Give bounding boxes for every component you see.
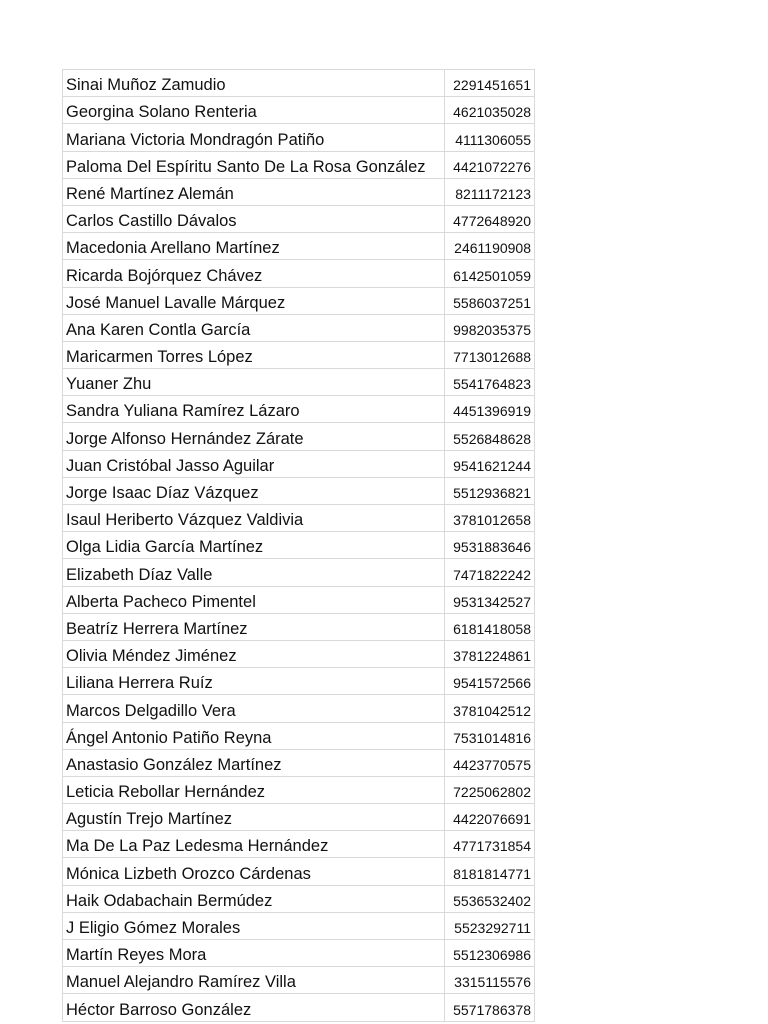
contact-phone-cell: 5512936821	[445, 477, 535, 504]
contact-phone-cell: 9982035375	[445, 314, 535, 341]
contact-phone-cell: 5586037251	[445, 287, 535, 314]
contact-phone-cell: 4621035028	[445, 97, 535, 124]
contact-name-cell: Ana Karen Contla García	[63, 314, 445, 341]
contact-phone-cell: 4451396919	[445, 396, 535, 423]
contact-phone-cell: 5536532402	[445, 885, 535, 912]
table-row	[63, 505, 535, 532]
contact-phone-cell: 4771731854	[445, 831, 535, 858]
table-row	[63, 940, 535, 967]
contact-name-cell: Mariana Victoria Mondragón Patiño	[63, 124, 445, 151]
table-row	[63, 695, 535, 722]
contact-name-cell: Georgina Solano Renteria	[63, 97, 445, 124]
contact-name-cell: René Martínez Alemán	[63, 178, 445, 205]
table-row	[63, 205, 535, 232]
contact-name-cell: Sinai Muñoz Zamudio	[63, 70, 445, 97]
table-row	[63, 831, 535, 858]
contact-phone-cell: 5523292711	[445, 912, 535, 939]
contact-name-cell: Liliana Herrera Ruíz	[63, 668, 445, 695]
table-row	[63, 559, 535, 586]
contact-name-cell: Olivia Méndez Jiménez	[63, 640, 445, 667]
contact-name-cell: Alberta Pacheco Pimentel	[63, 586, 445, 613]
table-row	[63, 396, 535, 423]
contact-phone-cell: 4421072276	[445, 151, 535, 178]
contact-phone-cell: 5526848628	[445, 423, 535, 450]
table-row	[63, 124, 535, 151]
contact-name-cell: Olga Lidia García Martínez	[63, 532, 445, 559]
table-row	[63, 640, 535, 667]
table-row	[63, 776, 535, 803]
contact-name-cell: Ricarda Bojórquez Chávez	[63, 260, 445, 287]
contact-phone-cell: 5541764823	[445, 369, 535, 396]
contact-name-cell: Elizabeth Díaz Valle	[63, 559, 445, 586]
contact-phone-cell: 4111306055	[445, 124, 535, 151]
contact-phone-cell: 4422076691	[445, 804, 535, 831]
contact-phone-cell: 7531014816	[445, 722, 535, 749]
contact-name-cell: Mónica Lizbeth Orozco Cárdenas	[63, 858, 445, 885]
contact-phone-cell: 9541621244	[445, 450, 535, 477]
table-row	[63, 613, 535, 640]
table-row	[63, 804, 535, 831]
contact-phone-cell: 6142501059	[445, 260, 535, 287]
table-row	[63, 178, 535, 205]
contact-phone-cell: 7713012688	[445, 341, 535, 368]
contact-name-cell: Isaul Heriberto Vázquez Valdivia	[63, 505, 445, 532]
table-row	[63, 423, 535, 450]
contact-phone-cell: 3315115576	[445, 967, 535, 994]
table-row	[63, 341, 535, 368]
table-row	[63, 858, 535, 885]
contact-name-cell: Manuel Alejandro Ramírez Villa	[63, 967, 445, 994]
contact-phone-cell: 8181814771	[445, 858, 535, 885]
table-row	[63, 287, 535, 314]
contact-name-cell: Paloma Del Espíritu Santo De La Rosa González	[63, 151, 445, 178]
contact-name-cell: Haik Odabachain Bermúdez	[63, 885, 445, 912]
contact-name-cell: Yuaner Zhu	[63, 369, 445, 396]
contacts-table	[62, 69, 535, 1022]
table-row	[63, 477, 535, 504]
contact-name-cell: Beatríz Herrera Martínez	[63, 613, 445, 640]
contact-phone-cell: 6181418058	[445, 613, 535, 640]
table-row	[63, 314, 535, 341]
table-row	[63, 151, 535, 178]
contact-phone-cell: 3781012658	[445, 505, 535, 532]
contact-name-cell: Maricarmen Torres López	[63, 341, 445, 368]
table-row	[63, 369, 535, 396]
table-row	[63, 749, 535, 776]
contact-phone-cell: 3781224861	[445, 640, 535, 667]
table-row	[63, 722, 535, 749]
contact-phone-cell: 8211172123	[445, 178, 535, 205]
contact-name-cell: Carlos Castillo Dávalos	[63, 205, 445, 232]
contact-name-cell: Ángel Antonio Patiño Reyna	[63, 722, 445, 749]
table-row	[63, 532, 535, 559]
contact-phone-cell: 9531883646	[445, 532, 535, 559]
contact-name-cell: Jorge Isaac Díaz Vázquez	[63, 477, 445, 504]
contact-phone-cell: 5512306986	[445, 940, 535, 967]
contacts-table-body	[63, 70, 535, 1022]
contact-name-cell: Ma De La Paz Ledesma Hernández	[63, 831, 445, 858]
contact-name-cell: Martín Reyes Mora	[63, 940, 445, 967]
contact-phone-cell: 7471822242	[445, 559, 535, 586]
contact-name-cell: J Eligio Gómez Morales	[63, 912, 445, 939]
table-row	[63, 994, 535, 1021]
contact-name-cell: Juan Cristóbal Jasso Aguilar	[63, 450, 445, 477]
contact-name-cell: Jorge Alfonso Hernández Zárate	[63, 423, 445, 450]
table-row	[63, 885, 535, 912]
contact-name-cell: Leticia Rebollar Hernández	[63, 776, 445, 803]
contact-name-cell: José Manuel Lavalle Márquez	[63, 287, 445, 314]
contact-name-cell: Héctor Barroso González	[63, 994, 445, 1021]
contact-name-cell: Agustín Trejo Martínez	[63, 804, 445, 831]
contact-name-cell: Marcos Delgadillo Vera	[63, 695, 445, 722]
contact-phone-cell: 4423770575	[445, 749, 535, 776]
contact-phone-cell: 3781042512	[445, 695, 535, 722]
table-row	[63, 586, 535, 613]
table-row	[63, 260, 535, 287]
contact-phone-cell: 9541572566	[445, 668, 535, 695]
table-row	[63, 233, 535, 260]
table-row	[63, 912, 535, 939]
contact-name-cell: Sandra Yuliana Ramírez Lázaro	[63, 396, 445, 423]
contact-name-cell: Macedonia Arellano Martínez	[63, 233, 445, 260]
contact-phone-cell: 5571786378	[445, 994, 535, 1021]
contact-phone-cell: 2291451651	[445, 70, 535, 97]
table-row	[63, 70, 535, 97]
contact-phone-cell: 7225062802	[445, 776, 535, 803]
contact-phone-cell: 2461190908	[445, 233, 535, 260]
contact-name-cell: Anastasio González Martínez	[63, 749, 445, 776]
contact-phone-cell: 4772648920	[445, 205, 535, 232]
contact-phone-cell: 9531342527	[445, 586, 535, 613]
table-row	[63, 450, 535, 477]
table-row	[63, 97, 535, 124]
table-row	[63, 668, 535, 695]
table-row	[63, 967, 535, 994]
